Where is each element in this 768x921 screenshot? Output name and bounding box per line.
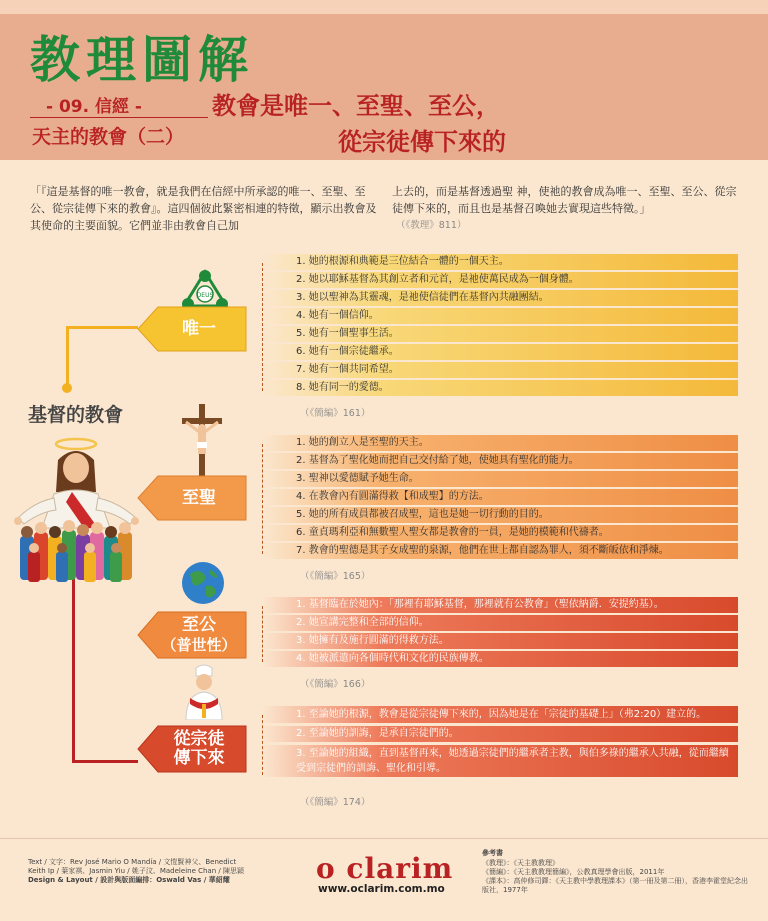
subtopic: 天主的教會（二） <box>32 126 185 148</box>
series-divider <box>30 117 208 118</box>
list-item: 3. 她以聖神為其靈魂，是祂使信徒們在基督內共融團結。 <box>262 290 738 306</box>
spine-dot <box>62 383 72 393</box>
references-heading: 參考書 <box>482 849 503 857</box>
list-item: 5. 她的所有成員都被召成聖，這也是她一切行動的目的。 <box>262 507 738 523</box>
list-item: 2. 至論她的訓誨，是承自宗徒們的。 <box>262 726 738 742</box>
reference-item: 《教理》：《天主教教理》 <box>482 859 559 867</box>
list-holy <box>262 435 738 559</box>
list-item: 7. 教會的聖德是其子女成聖的泉源，他們在世上都自認為罪人，須不斷皈依和淨煉。 <box>262 543 738 559</box>
list-item: 3. 她擁有及施行圓滿的得救方法。 <box>262 633 738 649</box>
crucifix-icon <box>180 404 224 480</box>
footer-divider <box>0 838 768 839</box>
reference-item: 《簡編》：《天主教教理簡編》，公教真理學會出版，2011年 <box>482 868 665 876</box>
list-item: 5. 她有一個聖事生活。 <box>262 326 738 342</box>
list-item: 6. 童貞瑪利亞和無數聖人聖女都是教會的一員，是她的模範和代禱者。 <box>262 525 738 541</box>
section-arrow-one <box>136 305 248 353</box>
list-apostolic <box>262 706 738 777</box>
credits <box>28 858 248 885</box>
section-label-apostolic <box>156 724 242 774</box>
section-label-apostolic-line2: 傳下來 <box>173 748 225 768</box>
list-item: 7. 她有一個共同希望。 <box>262 362 738 378</box>
spine-connector <box>66 326 138 329</box>
section-ref-holy: （《簡編》165） <box>300 571 371 582</box>
list-catholic <box>262 597 738 667</box>
list-item: 4. 在教會內有圓滿得救【和成聖】的方法。 <box>262 489 738 505</box>
website-url[interactable]: www.oclarim.com.mo <box>318 883 445 895</box>
section-ref-apostolic: （《簡編》174） <box>300 797 371 808</box>
intro-quote-right: 上去的，而是基督透過聖 神，使祂的教會成為唯一、至聖、至公、從宗徒傳下來的，而且也是基督召喚她去實現這些特徵。」 <box>392 185 737 215</box>
spine-line <box>66 329 69 386</box>
list-item: 6. 她有一個宗徒繼承。 <box>262 344 738 360</box>
section-label-holy: 至聖 <box>182 488 216 508</box>
main-title: 教理圖解 <box>30 30 254 89</box>
page-heading-line2: 從宗徒傳下來的 <box>338 128 506 156</box>
deus-label: DEUS <box>196 292 214 299</box>
o-clarim-logo: o clarim <box>316 852 454 885</box>
section-ref-one: （《簡編》161） <box>300 408 371 419</box>
list-item: 3. 至論她的組織，直到基督再來，她透過宗徒們的繼承者主教，與伯多祿的繼承人共融，從而繼續受到宗徒們的訓誨、聖化和引導。 <box>262 745 738 777</box>
list-one <box>262 254 738 396</box>
list-item: 3. 聖神以愛德賦予她生命。 <box>262 471 738 487</box>
church-title: 基督的教會 <box>28 404 124 426</box>
pope-icon <box>178 664 230 720</box>
credits-design: Design & Layout / 設計與版面編排：Oswald Vas / 華紹耀 <box>28 876 230 884</box>
section-arrow-holy <box>136 474 248 522</box>
reference-item: 《課本》：高仲修司鐸：《天主教中學教理課本》（第一冊及第二冊），香港李霍堂紀念出版社，1977年 <box>482 877 748 894</box>
section-label-catholic-sub: （普世性） <box>161 636 237 654</box>
list-item: 4. 她被派遣向各個時代和文化的民族傳教。 <box>262 651 738 667</box>
list-item: 2. 她以耶穌基督為其創立者和元首，是祂使萬民成為一個身體。 <box>262 272 738 288</box>
section-label-catholic <box>156 610 242 660</box>
section-label-catholic-main: 至公 <box>182 615 216 635</box>
section-label-one: 唯一 <box>182 319 216 339</box>
jesus-crowd-illustration <box>14 432 142 592</box>
series-label: - 09. 信經 - <box>46 97 142 117</box>
list-item: 1. 她的創立人是至聖的天主。 <box>262 435 738 451</box>
trinity-icon <box>180 268 230 310</box>
section-arrow-catholic <box>136 610 248 660</box>
intro-reference: （《教理》811） <box>396 220 467 231</box>
globe-icon <box>180 560 226 606</box>
list-item: 1. 她的根源和典範是三位結合一體的一個天主。 <box>262 254 738 270</box>
section-arrow-apostolic <box>136 724 248 774</box>
list-item: 1. 基督臨在於她內：「那裡有耶穌基督，那裡就有公教會」（聖依納爵．安提約基）。 <box>262 597 738 613</box>
section-label-apostolic-line1: 從宗徒 <box>173 729 225 749</box>
references-list <box>482 859 752 895</box>
spine-connector-red <box>72 760 138 763</box>
intro-quote-left: 「『這是基督的唯一教會，就是我們在信經中所承認的唯一、至聖、至公、從宗徒傳下來的教會』。這四個彼此緊密相連的特徵，顯示出教會及其使命的主要面貌。它們並非由教會自己加 <box>30 185 377 232</box>
page-heading-line1: 教會是唯一、至聖、至公， <box>212 92 500 120</box>
list-item: 1. 至論她的根源，教會是從宗徒傳下來的，因為她是在「宗徒的基礎上」（弗2:20）建立的。 <box>262 706 738 723</box>
list-item: 4. 她有一個信仰。 <box>262 308 738 324</box>
header-top-strip <box>0 0 768 14</box>
list-item: 2. 基督為了聖化她而把自己交付給了她，使她具有聖化的能力。 <box>262 453 738 469</box>
credits-text: Text / 文字：Rev José Mario O Mandía / 文愷賢神父、Benedict Keith Ip / 葉家祺、Jasmin Yiu / 姚子汶、Madeleine Chan / 陳思穎 <box>28 858 244 875</box>
section-ref-catholic: （《簡編》166） <box>300 679 371 690</box>
list-item: 8. 她有同一的愛德。 <box>262 380 738 396</box>
list-item: 2. 她宣講完整和全部的信仰。 <box>262 615 738 631</box>
